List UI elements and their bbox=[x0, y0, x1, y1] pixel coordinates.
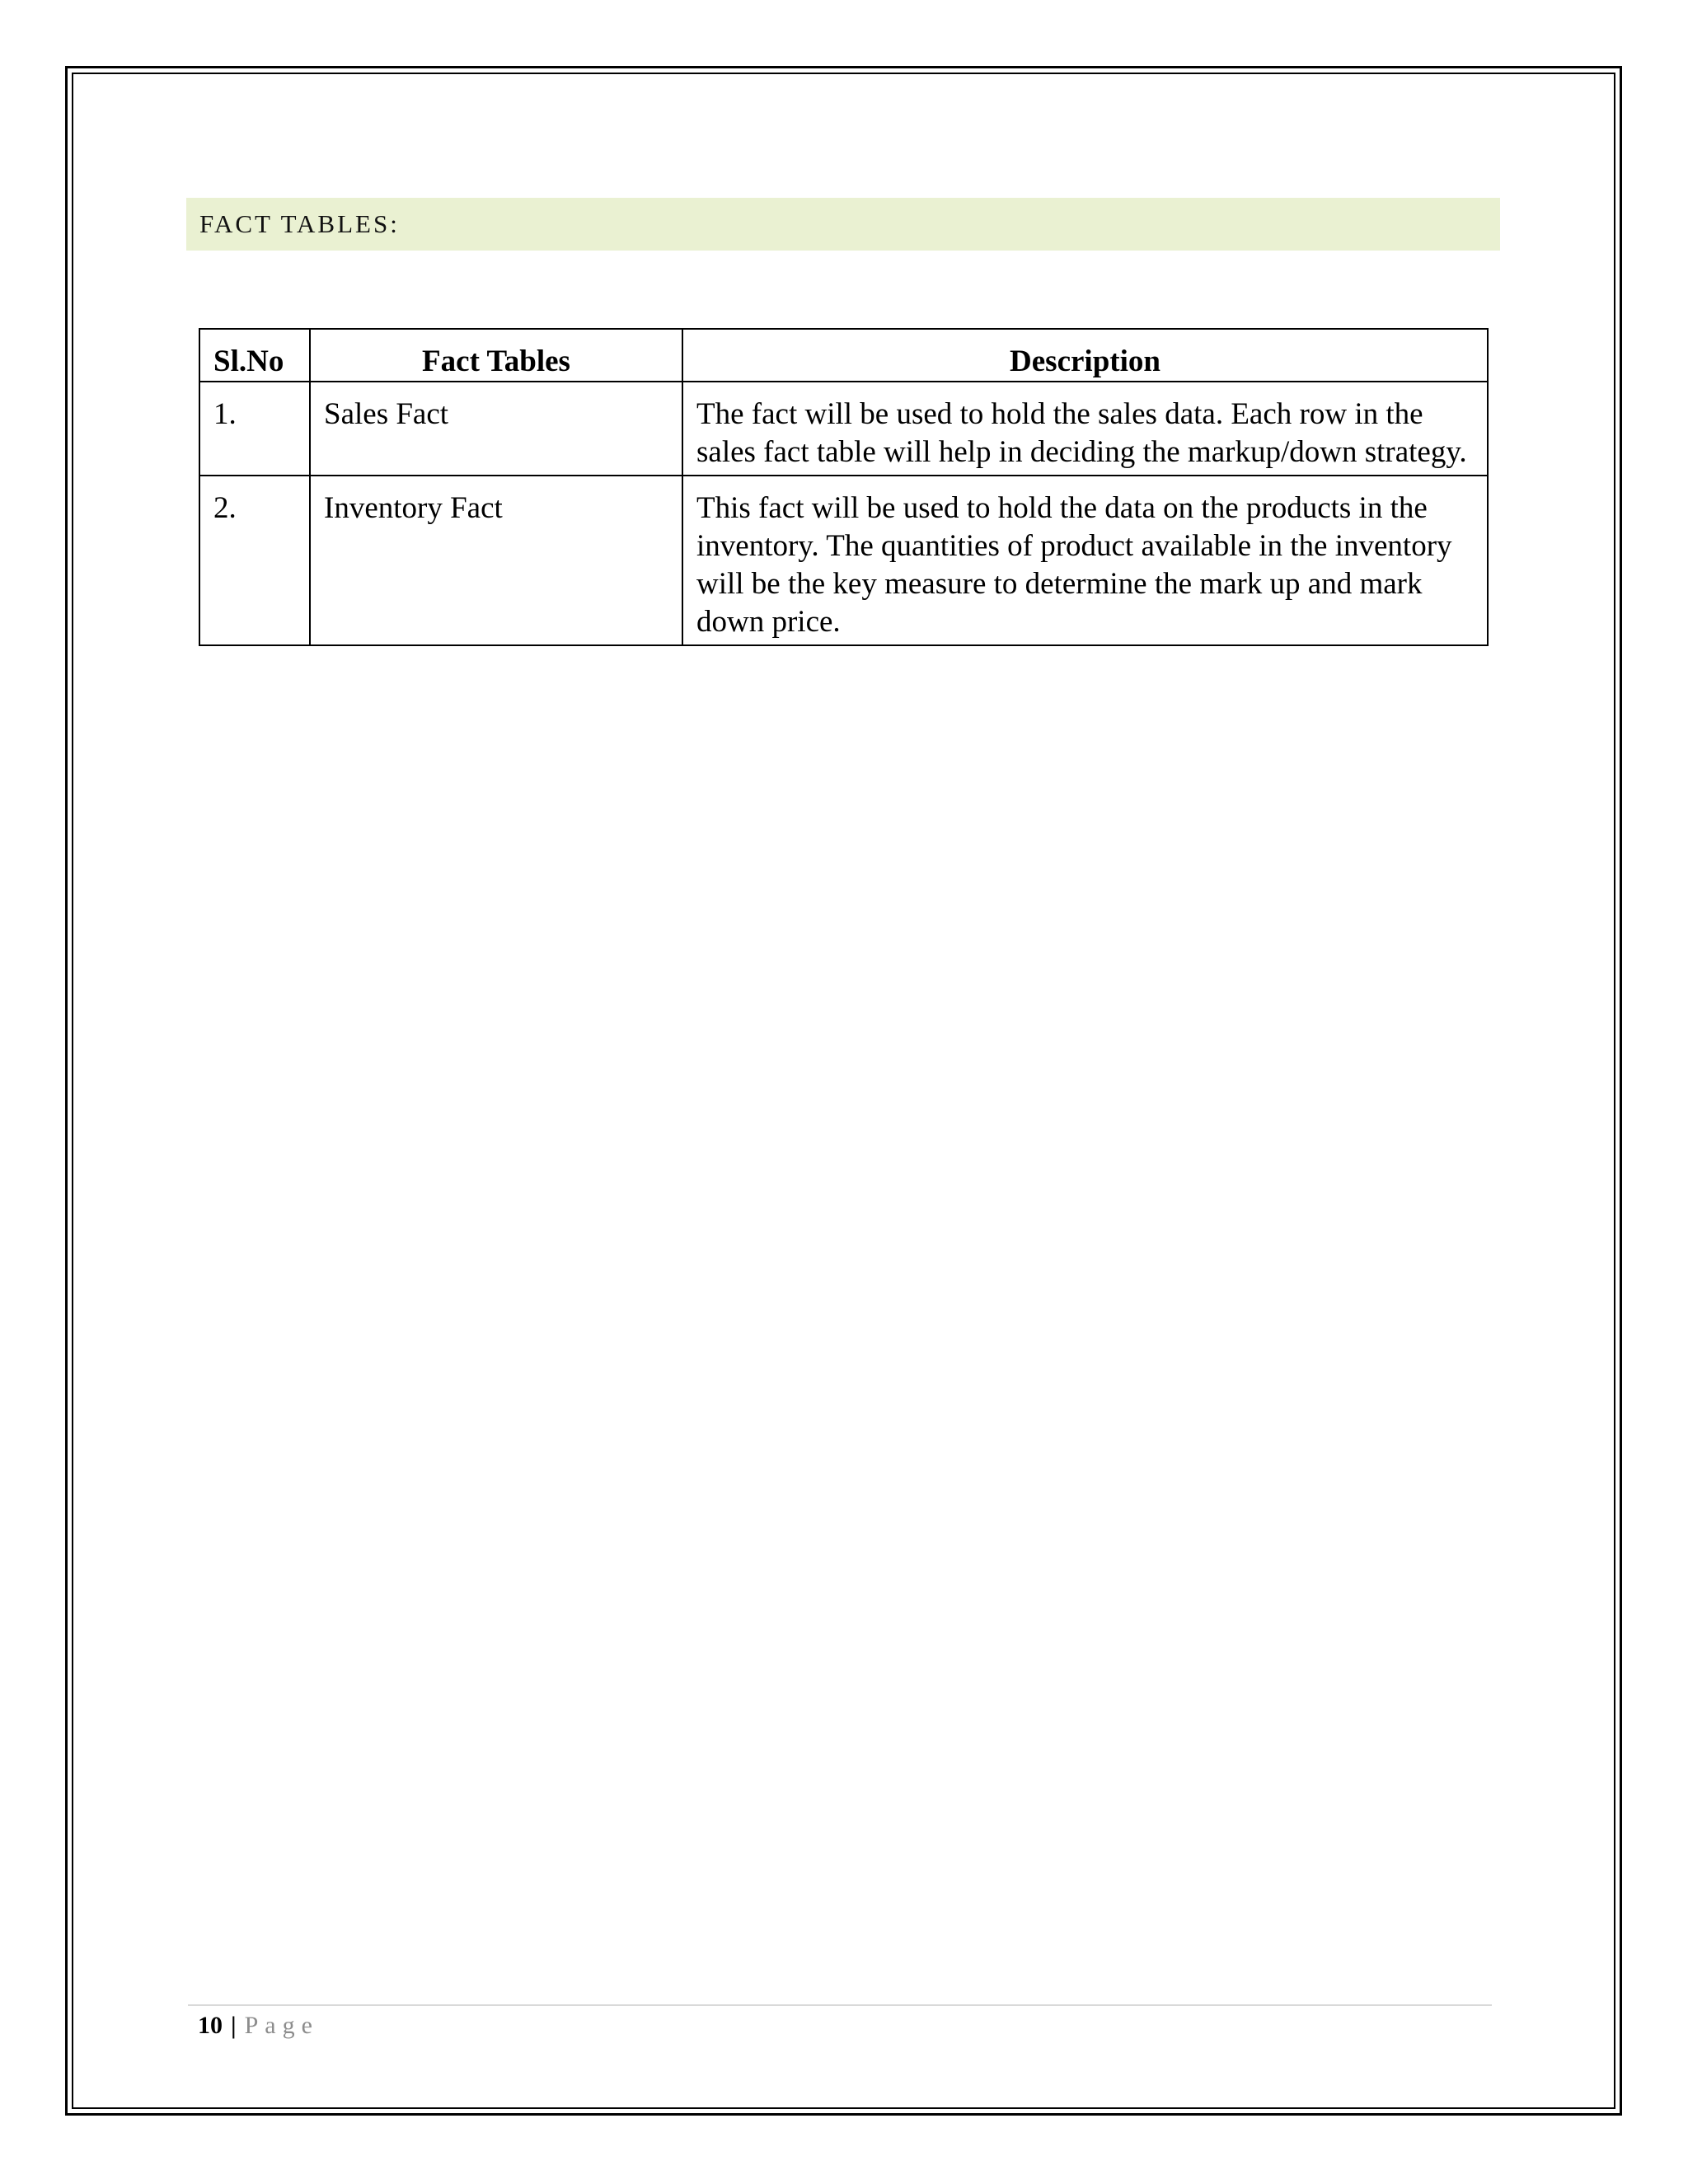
section-heading-text: FACT TABLES: bbox=[199, 209, 400, 238]
column-header-fact-tables: Fact Tables bbox=[310, 329, 682, 382]
section-heading bbox=[186, 198, 1500, 251]
page-label: Page bbox=[244, 2012, 319, 2039]
cell-fact-table: Sales Fact bbox=[310, 382, 682, 476]
table-header-row bbox=[199, 329, 1488, 382]
table-row bbox=[199, 382, 1488, 476]
page-number: 10 bbox=[198, 2012, 223, 2039]
cell-description: This fact will be used to hold the data on the products in the inventory. The quantities of product available in the inventory will be the key measure to determine the mark up and mark down price. bbox=[682, 476, 1488, 645]
footer-separator: | bbox=[231, 2012, 237, 2039]
column-header-description: Description bbox=[682, 329, 1488, 382]
cell-fact-table: Inventory Fact bbox=[310, 476, 682, 645]
page-footer bbox=[198, 2009, 319, 2042]
cell-sl-no: 2. bbox=[199, 476, 310, 645]
cell-description: The fact will be used to hold the sales data. Each row in the sales fact table will help in deciding the markup/down strategy. bbox=[682, 382, 1488, 476]
table-row bbox=[199, 476, 1488, 645]
cell-sl-no: 1. bbox=[199, 382, 310, 476]
fact-tables-table bbox=[199, 328, 1489, 646]
footer-divider bbox=[188, 2004, 1492, 2006]
column-header-sl-no: Sl.No bbox=[199, 329, 310, 382]
